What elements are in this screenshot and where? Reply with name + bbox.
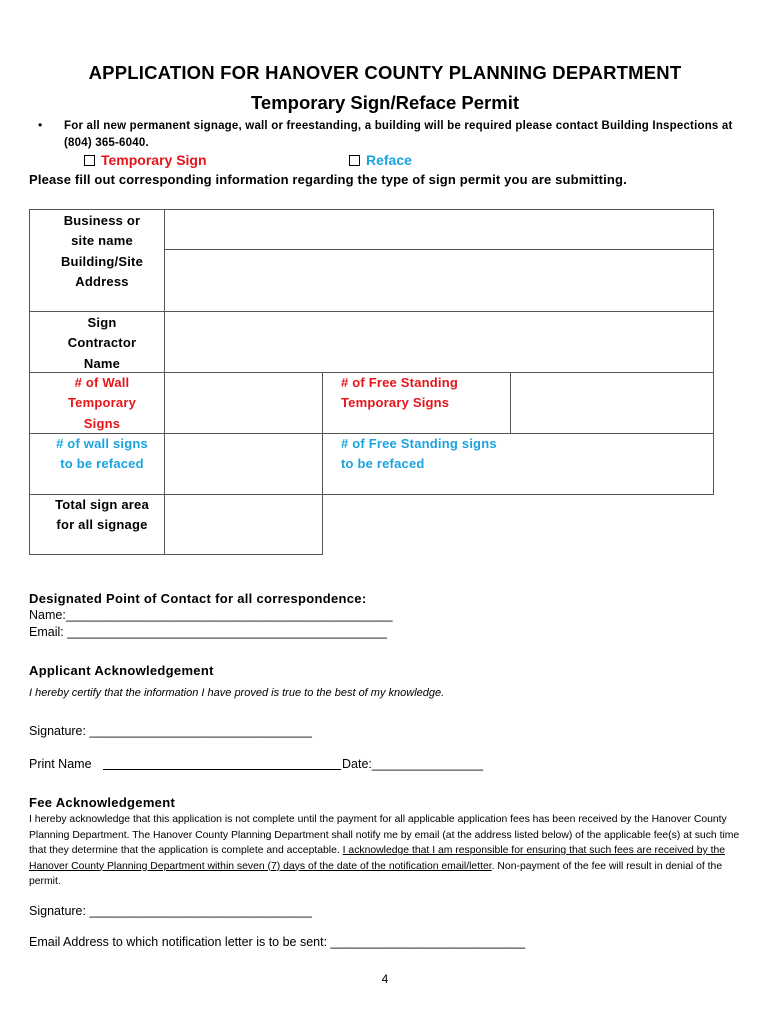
temporary-sign-label: Temporary Sign: [101, 152, 207, 168]
temporary-sign-checkbox[interactable]: [84, 155, 95, 166]
wall-reface-label: # of wall signs to be refaced: [56, 436, 148, 472]
business-label: Business or site name: [63, 213, 141, 249]
page-subtitle: Temporary Sign/Reface Permit: [251, 92, 519, 113]
certify-text: I hereby certify that the information I have proved is true to the best of my knowledge.: [29, 687, 445, 699]
wall-reface-count-input[interactable]: [164, 433, 323, 495]
contractor-name-input[interactable]: [164, 311, 714, 373]
site-address-input[interactable]: [164, 249, 714, 312]
bullet-icon: •: [38, 118, 43, 132]
applicant-heading: Applicant Acknowledgement: [29, 663, 214, 678]
contractor-label: Sign Contractor Name: [67, 315, 137, 371]
wall-temp-count-input[interactable]: [164, 372, 323, 434]
instructions: Please fill out corresponding information regarding the type of sign permit you are submitting.: [29, 172, 627, 187]
reface-label: Reface: [366, 152, 412, 168]
print-name-field[interactable]: [103, 769, 341, 770]
reface-checkbox[interactable]: [349, 155, 360, 166]
applicant-signature-field[interactable]: Signature: ________________________________: [29, 724, 312, 738]
contact-heading: Designated Point of Contact for all correspondence:: [29, 591, 367, 606]
fee-text-2: . Non-payment of the fee will result in denial of the permit.: [29, 860, 723, 887]
total-area-label: Total sign area for all signage: [55, 497, 149, 533]
notification-email-field[interactable]: Email Address to which notification letter is to be sent: ____________________________: [29, 935, 526, 949]
print-name-label: Print Name: [29, 757, 92, 771]
contact-name-field[interactable]: Name:_______________________________________________: [29, 608, 393, 622]
contact-email-field[interactable]: Email: ______________________________________________: [29, 625, 387, 639]
reface-option[interactable]: [349, 152, 412, 168]
fee-heading: Fee Acknowledgement: [29, 795, 176, 810]
wall-temp-label: # of Wall Temporary Signs: [67, 375, 137, 431]
address-label: Building/Site Address: [60, 254, 144, 290]
fee-text-underlined: I acknowledge that I am responsible for ensuring that such fees are received by the Hanover County Planning Department within seven (7) days of the date of the notification email/letter: [29, 845, 726, 872]
notice-text: For all new permanent signage, wall or freestanding, a building will be required please contact Building Inspections at (804) 365-6040.: [64, 120, 733, 149]
page-number: 4: [381, 972, 389, 986]
temporary-sign-option[interactable]: [84, 152, 207, 168]
free-reface-label: # of Free Standing signs to be refaced: [341, 436, 497, 472]
business-name-input[interactable]: [164, 209, 714, 250]
free-temp-label: # of Free Standing Temporary Signs: [341, 375, 459, 411]
total-area-input[interactable]: [164, 494, 323, 555]
date-field[interactable]: Date:________________: [342, 757, 484, 771]
free-temp-count-input[interactable]: [510, 372, 714, 434]
fee-text-1: I hereby acknowledge that this application is not complete until the payment for all applicable application fees has been received by the Hanover County Planning Department. The Hanover County Planning Department shall notify me by email (at the address listed below) of the applicable fee(s) at such time that they determine that the application is complete and acceptable.: [29, 814, 740, 856]
fee-signature-field[interactable]: Signature: ________________________________: [29, 904, 312, 918]
fee-paragraph: [29, 812, 744, 890]
page-title: APPLICATION FOR HANOVER COUNTY PLANNING DEPARTMENT: [88, 62, 682, 83]
